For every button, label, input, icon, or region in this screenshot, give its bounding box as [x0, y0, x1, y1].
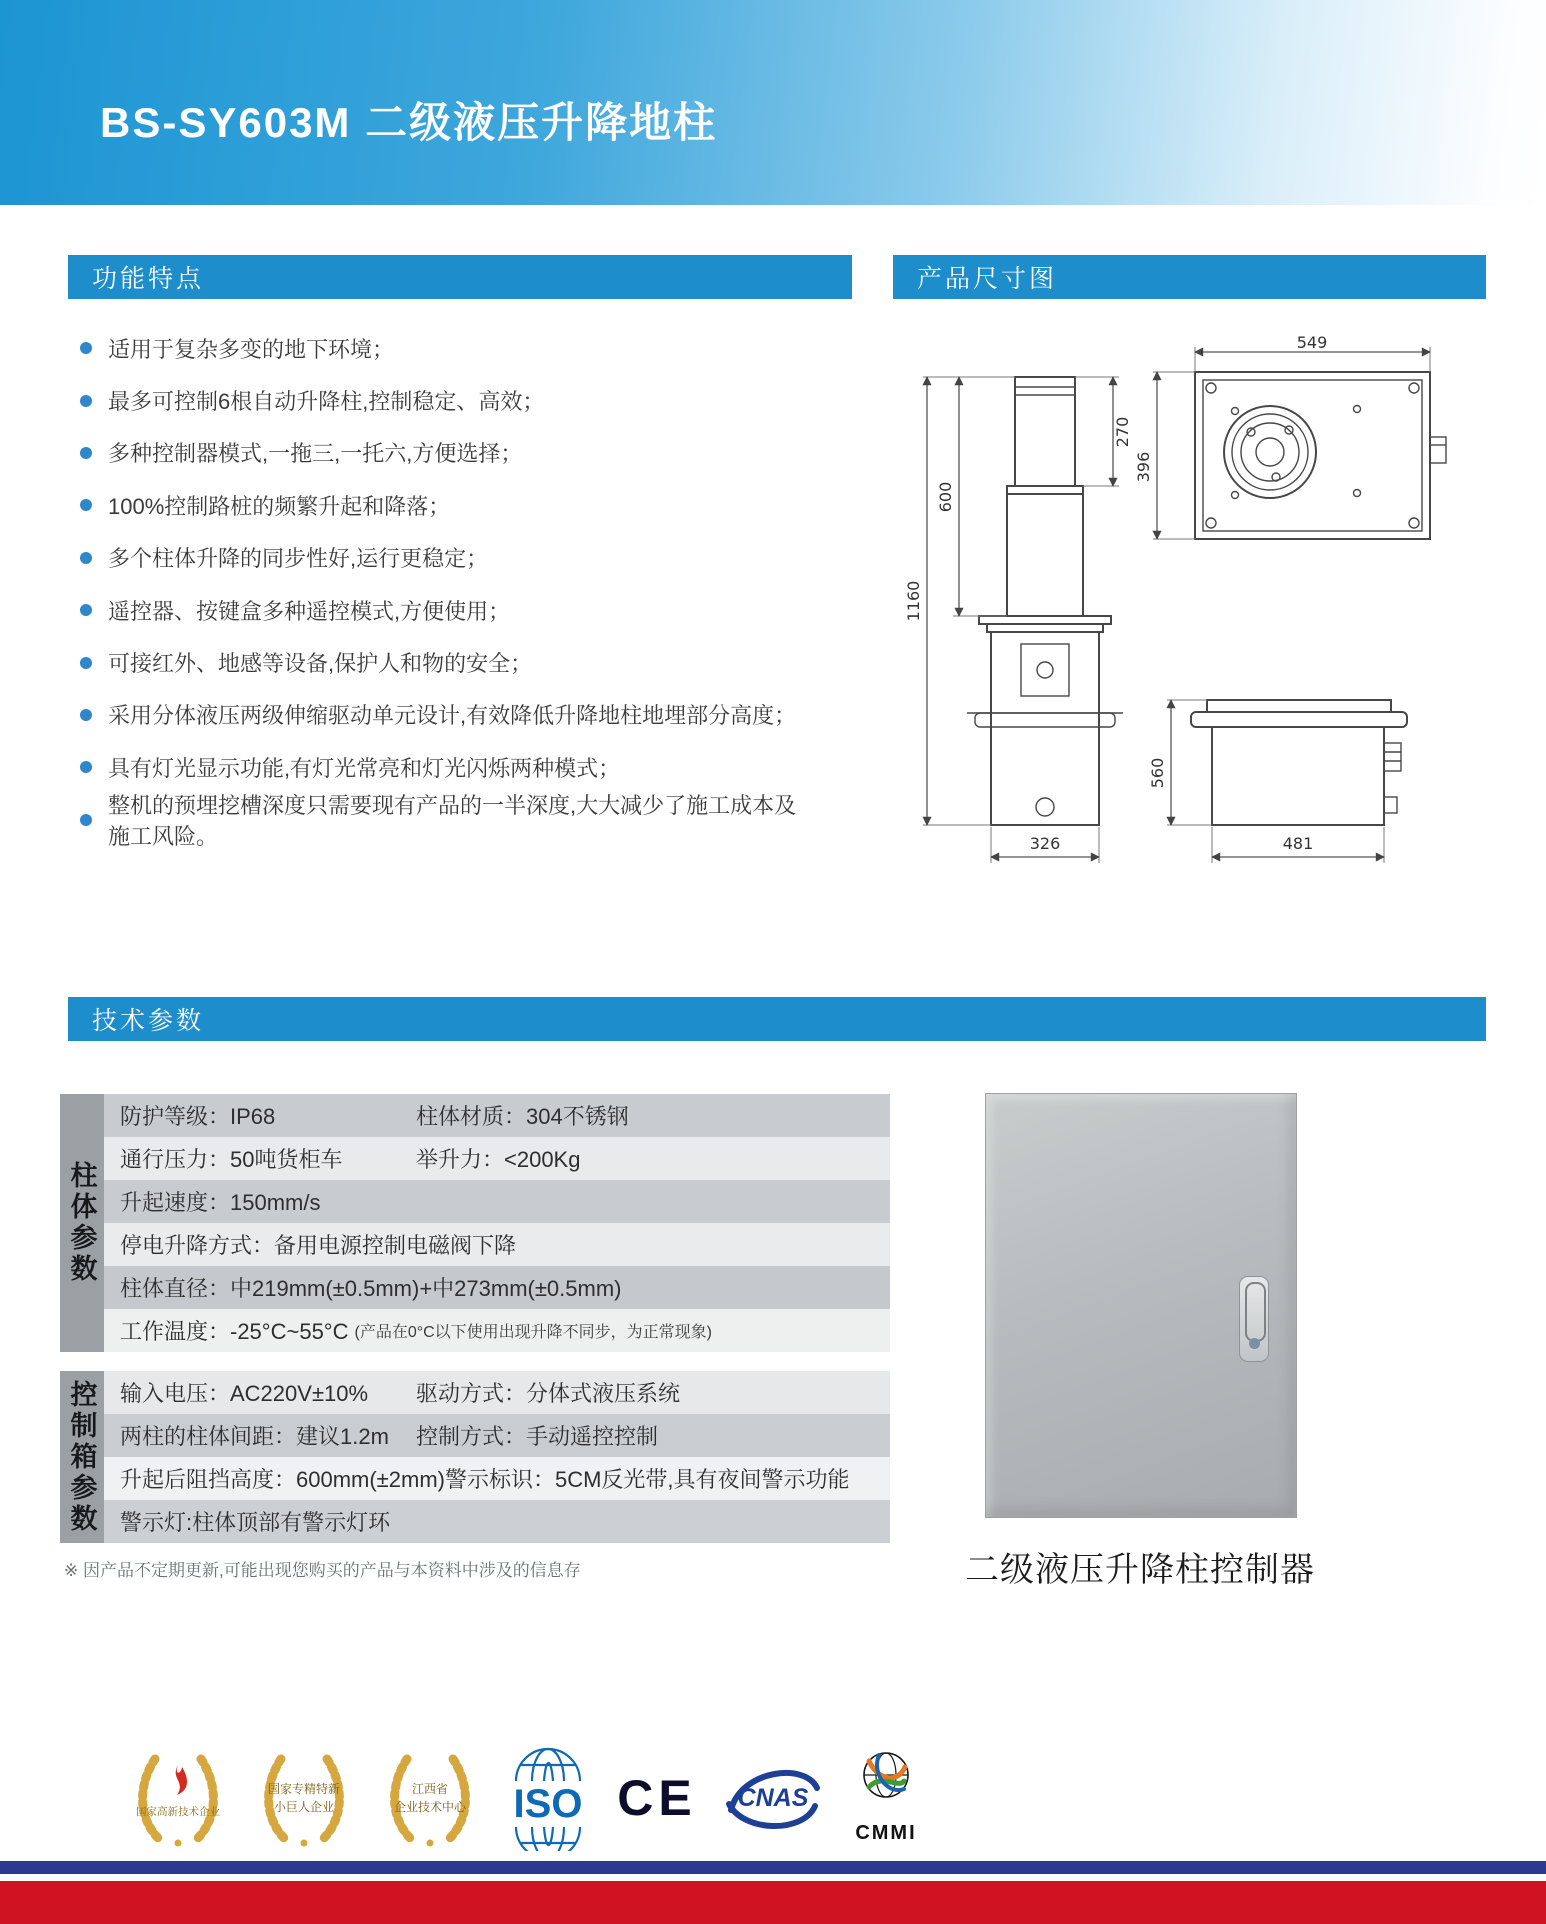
table-row [104, 1180, 890, 1223]
badge-label-line1: 国家专精特新 [267, 1782, 341, 1796]
bullet-icon [80, 499, 92, 511]
cmmi-globe-icon [849, 1743, 924, 1851]
bullet-icon [80, 395, 92, 407]
cmmi-label: CMMI [855, 1822, 917, 1844]
controller-cabinet-image [985, 1093, 1297, 1518]
top-view [1195, 372, 1446, 539]
badge-jiangxi-tech-center [380, 1743, 480, 1851]
controller-lock-icon [1249, 1338, 1260, 1349]
bullet-icon [80, 604, 92, 616]
feature-text: 遥控器、按键盒多种遥控模式,方便使用； [108, 598, 511, 624]
table-row [104, 1137, 890, 1180]
feature-item [80, 322, 810, 374]
iso-globe-icon [506, 1743, 591, 1851]
feature-item [80, 427, 810, 479]
laurel-wreath-icon [128, 1743, 228, 1851]
table-row [104, 1266, 890, 1309]
spec-cell: 停电升降方式：备用电源控制电磁阀下降 [120, 1233, 517, 1258]
iso-label: ISO [513, 1782, 583, 1826]
badge-label: 国家高新技术企业 [136, 1806, 220, 1818]
front-view [967, 377, 1123, 825]
badge-label-line2: 企业技术中心 [393, 1800, 467, 1814]
cnas-label: CNAS [737, 1783, 809, 1812]
cmmi-logo [849, 1743, 924, 1851]
section-header-dimensions [893, 255, 1486, 299]
ce-mark-icon [617, 1757, 697, 1837]
dim-label-549: 549 [1296, 335, 1328, 352]
feature-text: 100%控制路桩的频繁升起和降落； [108, 493, 451, 519]
ce-label: CE [617, 1770, 697, 1826]
flame-icon [176, 1765, 187, 1795]
feature-text: 具有灯光显示功能,有灯光常亮和灯光闪烁两种模式； [108, 755, 621, 781]
side-view-dimensions [1148, 700, 1384, 863]
disclaimer-footnote: ※ 因产品不定期更新,可能出现您购买的产品与本资料中涉及的信息存 [64, 1561, 581, 1580]
bullet-icon [80, 709, 92, 721]
spec-cell: 升起速度：150mm/s [120, 1190, 321, 1215]
feature-text: 采用分体液压两级伸缩驱动单元设计,有效降低升降地柱地埋部分高度； [108, 703, 797, 729]
controller-handle-slot [1245, 1282, 1266, 1342]
spec-cell: 驱动方式：分体式液压系统 [416, 1381, 681, 1406]
table-side-label: 柱体参数 [60, 1094, 104, 1352]
feature-list [80, 322, 810, 849]
page-title: BS-SY603M 二级液压升降地柱 [100, 99, 718, 146]
badge-little-giant [254, 1743, 354, 1851]
table-rows [104, 1371, 890, 1543]
feature-text: 多种控制器模式,一拖三,一托六,方便选择； [108, 441, 523, 467]
dim-label-326: 326 [1029, 834, 1061, 853]
bullet-icon [80, 552, 92, 564]
front-view-dimensions [904, 377, 1132, 863]
dim-label-1160: 1160 [904, 580, 923, 622]
bollard-technical-drawing [895, 335, 1460, 870]
table-row [104, 1223, 890, 1266]
feature-item [80, 792, 810, 849]
feature-item [80, 584, 810, 636]
feature-item [80, 532, 810, 584]
cnas-logo [723, 1750, 823, 1845]
section-title-specs: 技术参数 [92, 1007, 205, 1035]
spec-cell: 输入电压：AC220V±10% [120, 1381, 369, 1406]
dim-label-270: 270 [1113, 416, 1132, 448]
spec-cell: 柱体直径：中219mm(±0.5mm)+中273mm(±0.5mm) [120, 1276, 622, 1301]
table-row [104, 1457, 890, 1500]
feature-item [80, 374, 810, 426]
feature-item [80, 741, 810, 793]
spec-cell: 两柱的柱体间距：建议1.2m [120, 1424, 389, 1449]
dim-label-560: 560 [1148, 757, 1167, 789]
bullet-icon [80, 814, 92, 826]
spec-cell: 柱体材质：304不锈钢 [416, 1104, 629, 1129]
controller-caption: 二级液压升降柱控制器 [965, 1551, 1315, 1589]
section-title-features: 功能特点 [92, 265, 205, 293]
badge-national-hightech [128, 1743, 228, 1851]
feature-item [80, 479, 810, 531]
spec-cell: 升起后阻挡高度：600mm(±2mm) [120, 1467, 445, 1492]
dim-label-396: 396 [1134, 451, 1153, 483]
feature-text: 适用于复杂多变的地下环境； [108, 336, 395, 362]
iso-logo [506, 1743, 591, 1851]
spec-cell-note: (产品在0°C以下使用出现升降不同步，为正常现象) [354, 1324, 713, 1341]
spec-cell: 工作温度：-25°C~55°C [120, 1319, 349, 1344]
bullet-icon [80, 342, 92, 354]
spec-cell: 防护等级：IP68 [120, 1104, 276, 1129]
control-box-params-table [60, 1371, 890, 1543]
bullet-icon [80, 657, 92, 669]
spec-cell: 控制方式：手动遥控控制 [416, 1424, 659, 1449]
section-header-specs [68, 997, 1486, 1041]
table-row [104, 1500, 890, 1543]
table-row [104, 1414, 890, 1457]
feature-item [80, 689, 810, 741]
spec-cell: 通行压力：50吨货柜车 [120, 1147, 343, 1172]
spec-cell: 举升力：<200Kg [416, 1147, 581, 1172]
top-view-dimensions [1134, 335, 1430, 539]
controller-handle [1239, 1276, 1269, 1362]
ce-logo [617, 1757, 697, 1837]
badge-label-line2: 小巨人企业 [273, 1800, 335, 1814]
column-params-table [60, 1094, 890, 1352]
feature-item [80, 636, 810, 688]
table-rows [104, 1094, 890, 1352]
section-header-features [68, 255, 852, 299]
table-row [104, 1371, 890, 1414]
bullet-icon [80, 761, 92, 773]
table-row [104, 1309, 890, 1352]
dim-label-481: 481 [1282, 834, 1314, 853]
spec-cell: 警示灯:柱体顶部有警示灯环 [120, 1510, 391, 1535]
dimension-diagram [895, 335, 1460, 870]
footer-stripe-blue [0, 1861, 1546, 1874]
laurel-wreath-icon [380, 1743, 480, 1851]
certification-logos [128, 1738, 924, 1856]
table-row [104, 1094, 890, 1137]
bullet-icon [80, 447, 92, 459]
feature-text: 整机的预埋挖槽深度只需要现有产品的一半深度,大大减少了施工成本及施工风险。 [108, 792, 797, 849]
dim-label-600: 600 [936, 481, 955, 513]
section-title-dimensions: 产品尺寸图 [917, 265, 1058, 293]
feature-text: 多个柱体升降的同步性好,运行更稳定； [108, 546, 489, 572]
footer-stripe-red [0, 1881, 1546, 1924]
page-header [0, 0, 1546, 205]
cnas-ring-icon [723, 1750, 823, 1845]
feature-text: 可接红外、地感等设备,保护人和物的安全； [108, 651, 533, 677]
badge-label-line1: 江西省 [411, 1782, 449, 1796]
laurel-wreath-icon [254, 1743, 354, 1851]
feature-text: 最多可控制6根自动升降柱,控制稳定、高效； [108, 389, 545, 415]
spec-cell: 警示标识：5CM反光带,具有夜间警示功能 [444, 1467, 850, 1492]
table-side-label: 控制箱参数 [60, 1371, 104, 1543]
side-view [1191, 700, 1407, 825]
